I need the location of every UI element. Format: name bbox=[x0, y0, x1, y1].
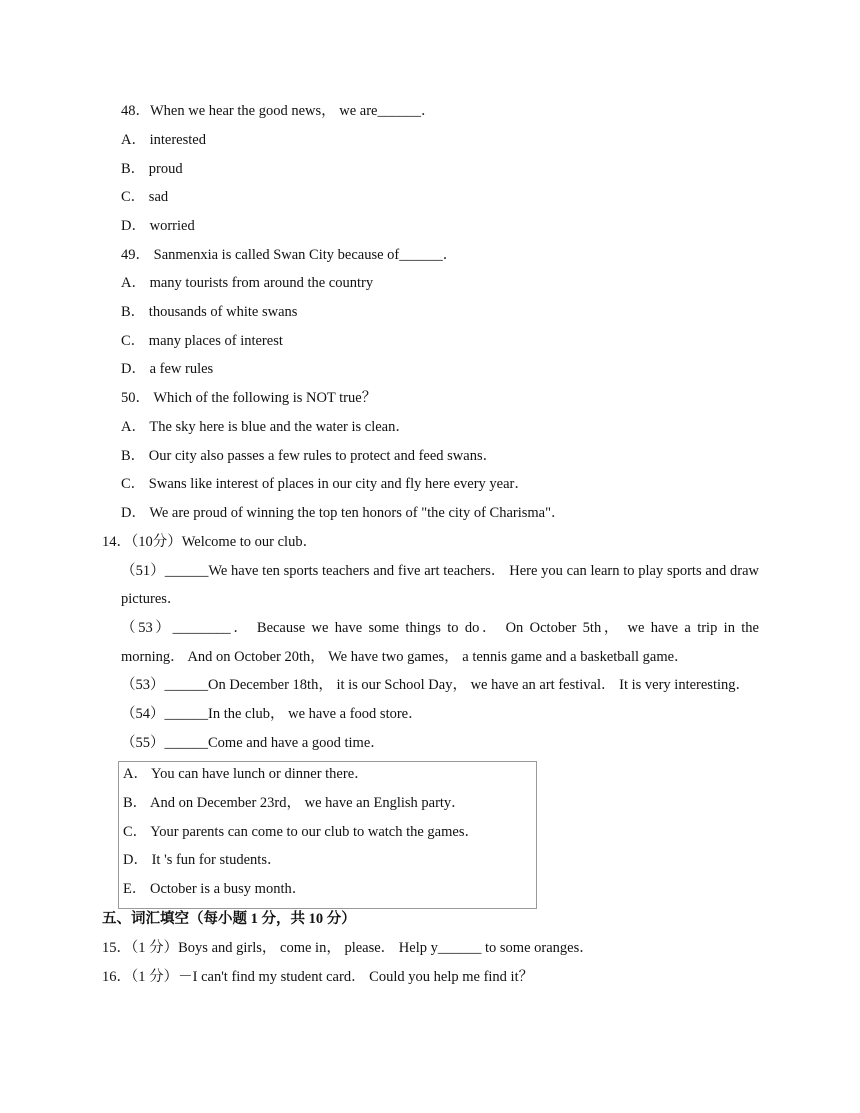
q49-stem: 49． Sanmenxia is called Swan City because of______． bbox=[121, 247, 458, 263]
q14-line-55: （55）______Come and have a good time． bbox=[121, 735, 385, 751]
q50-option-c: C． Swans like interest of places in our city and fly here every year． bbox=[121, 476, 529, 492]
q14-stem: 14．（10分）Welcome to our club． bbox=[102, 534, 318, 550]
q48-option-b: B． proud bbox=[121, 161, 183, 177]
q48-stem: 48．When we hear the good news， we are______． bbox=[121, 103, 436, 119]
q50-stem: 50． Which of the following is NOT true？ bbox=[121, 390, 377, 406]
q14-box-option-e: E． October is a busy month． bbox=[123, 881, 307, 897]
q48-option-d: D． worried bbox=[121, 218, 195, 234]
q14-box-option-b: B． And on December 23rd， we have an English party． bbox=[123, 795, 466, 811]
q48-option-a: A． interested bbox=[121, 132, 206, 148]
q49-option-b: B． thousands of white swans bbox=[121, 304, 298, 320]
q14-options-box bbox=[118, 761, 537, 909]
q14-line-52-cont: morning． And on October 20th， We have two games， a tennis game and a basketball game． bbox=[121, 649, 689, 665]
q14-box-option-c: C． Your parents can come to our club to watch the games． bbox=[123, 824, 479, 840]
q16-text: 16．（1 分）－I can't find my student card． Could you help me find it？ bbox=[102, 969, 534, 985]
q50-option-d: D． We are proud of winning the top ten honors of "the city of Charisma"． bbox=[121, 505, 566, 521]
section5-heading: 五、词汇填空（每小题 1 分，共 10 分） bbox=[102, 911, 356, 927]
q14-line-54: （54）______In the club， we have a food store． bbox=[121, 706, 423, 722]
q14-line-51: （51）______We have ten sports teachers and five art teachers． Here you can learn to play sports and draw bbox=[121, 563, 759, 579]
q15-text: 15．（1 分）Boys and girls， come in， please． Help y______ to some oranges． bbox=[102, 940, 594, 956]
q14-line-51-cont: pictures． bbox=[121, 591, 182, 607]
q50-option-b: B． Our city also passes a few rules to protect and feed swans． bbox=[121, 448, 498, 464]
q14-line-53: （53）______On December 18th， it is our School Day， we have an art festival． It is very interesting． bbox=[121, 677, 751, 693]
q48-option-c: C． sad bbox=[121, 189, 169, 205]
q49-option-a: A． many tourists from around the country bbox=[121, 275, 374, 291]
q14-box-option-a: A． You can have lunch or dinner there． bbox=[123, 766, 369, 782]
q49-option-d: D． a few rules bbox=[121, 361, 214, 377]
q14-box-option-d: D． It 's fun for students． bbox=[123, 852, 282, 868]
q49-option-c: C． many places of interest bbox=[121, 333, 283, 349]
q50-option-a: A． The sky here is blue and the water is clean． bbox=[121, 419, 410, 435]
q14-line-52: （53）________． Because we have some things to do． On October 5th， we have a trip in the bbox=[121, 620, 759, 636]
